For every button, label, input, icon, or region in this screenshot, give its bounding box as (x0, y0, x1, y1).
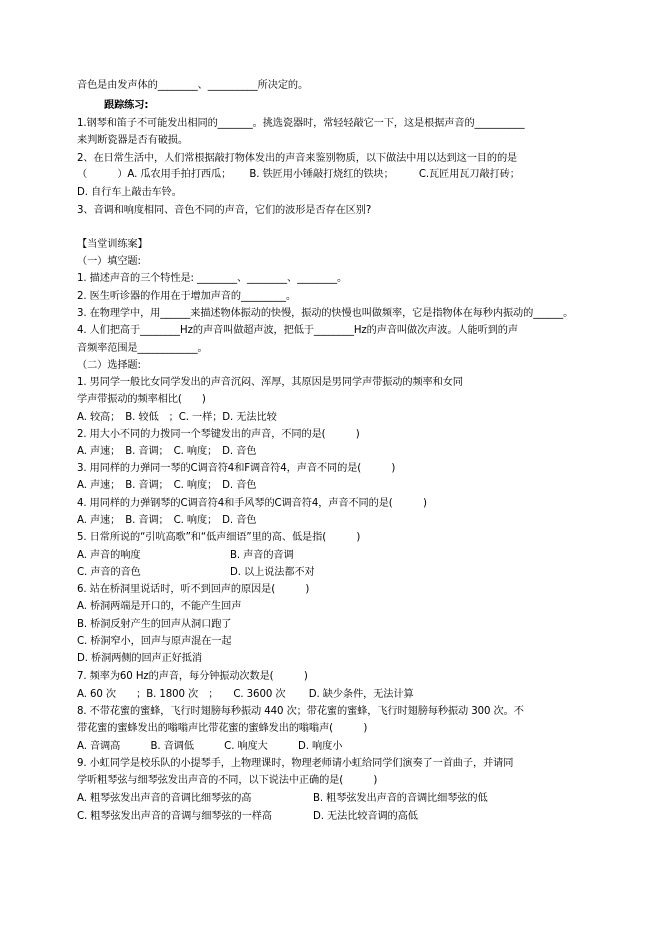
q4-stem: 4. 用同样的力弹钢琴的C调音符4和手风琴的C调音符4，声音不同的是( ) (77, 498, 427, 509)
q6-option-b: B. 桥洞反射产生的回声从洞口跑了 (77, 619, 232, 630)
q5-option-a: A. 声音的响度 (77, 550, 141, 561)
q5-stem: 5. 日常所说的“引吭高歌”和“低声细语”里的高、低是指( ) (77, 532, 361, 543)
q7-stem: 7. 频率为60 Hz的声音，每分钟振动次数是( ) (77, 671, 308, 682)
q9-option-a: A. 粗琴弦发出声音的音调比细琴弦的高 (77, 793, 252, 804)
q6-option-a: A. 桥洞两端是开口的，不能产生回声 (77, 601, 242, 612)
practice-line-3: 2、在日常生活中，人们常根据敲打物体发出的声音来鉴别物质，以下做法中用以达到这一目的的是 (77, 153, 518, 164)
q8-stem-1: 8. 不带花蜜的蜜蜂，飞行时翅膀每秒振动 440 次；带花蜜的蜜蜂，飞行时翅膀每秒振动 300 次。不 (77, 706, 524, 717)
fill-item-1: 1. 描述声音的三个特性是: ________、________、________。 (77, 273, 348, 284)
q1-stem-2: 学声带振动的频率相比( ) (77, 394, 206, 405)
practice-line-2: 来判断瓷器是否有破损。 (77, 135, 188, 146)
q8-stem-2: 带花蜜的蜜蜂发出的嗡嗡声比带花蜜的蜜蜂发出的嗡嗡声( ) (77, 723, 368, 734)
choice-heading: （二）选择题: (77, 360, 141, 371)
q5-option-d: D. 以上说法都不对 (230, 567, 315, 578)
practice-heading: 跟踪练习: (104, 100, 149, 111)
fill-item-5: 音频率范围是____________。 (77, 343, 208, 354)
q7-options: A. 60 次 ；B. 1800 次 ； C. 3600 次 D. 缺少条件，无法计算 (77, 689, 414, 700)
q6-stem: 6. 站在桥洞里说话时，听不到回声的原因是( ) (77, 584, 310, 595)
q5-option-c: C. 声音的音色 (77, 567, 141, 578)
practice-line-5: D. 自行车上敲击车铃。 (77, 187, 182, 198)
q9-option-d: D. 无法比较音调的高低 (313, 811, 418, 822)
q5-option-b: B. 声音的音调 (230, 550, 294, 561)
q9-option-b: B. 粗琴弦发出声音的音调比细琴弦的低 (313, 793, 488, 804)
q2-options: A. 声速； B. 音调； C. 响度； D. 音色 (77, 446, 257, 457)
q6-option-d: D. 桥洞两侧的回声正好抵消 (77, 653, 202, 664)
practice-line-1: 1.钢琴和笛子不可能发出相同的_______。挑选瓷器时，常轻轻敲它一下，这是根据声音的__________ (77, 118, 525, 129)
q1-stem-1: 1. 男同学一般比女同学发出的声音沉闷、浑厚，其原因是男同学声带振动的频率和女同 (77, 377, 463, 388)
q2-stem: 2. 用大小不同的力拨同一个琴键发出的声音，不同的是( ) (77, 429, 360, 440)
q3-options: A. 声速； B. 音调； C. 响度； D. 音色 (77, 480, 257, 491)
q9-option-c: C. 粗琴弦发出声音的音调与细琴弦的一样高 (77, 811, 272, 822)
fill-item-3: 3. 在物理学中，用______来描述物体振动的快慢，振动的快慢也叫做频率，它是指物体在每秒内振动的______。 (77, 308, 574, 319)
fill-heading: （一）填空题: (77, 256, 141, 267)
fill-item-2: 2. 医生听诊器的作用在于增加声音的_________。 (77, 291, 297, 302)
q1-options: A. 较高； B. 较低 ；C. 一样；D. 无法比较 (77, 412, 277, 423)
q4-options: A. 声速； B. 音调； C. 响度； D. 音色 (77, 515, 257, 526)
q3-stem: 3. 用同样的力弹同一琴的C调音符4和F调音符4，声音不同的是( ) (77, 463, 396, 474)
classroom-heading: 【当堂训练案】 (77, 239, 148, 250)
timbre-sentence: 音色是由发声体的________、__________所决定的。 (77, 80, 309, 91)
q6-option-c: C. 桥洞窄小，回声与原声混在一起 (77, 636, 232, 647)
q8-options: A. 音调高 B. 音调低 C. 响度大 D. 响度小 (77, 741, 343, 752)
practice-line-6: 3、音调和响度相同、音色不同的声音，它们的波形是否存在区别? (77, 205, 372, 216)
q9-stem-1: 9. 小虹同学是校乐队的小提琴手，上物理课时，物理老师请小虹给同学们演奏了一首曲子，并请同 (77, 758, 514, 769)
fill-item-4: 4. 人们把高于________Hz的声音叫做超声波，把低于________Hz的声音叫做次声波。人能听到的声 (77, 325, 518, 336)
practice-line-4: （ ）A. 瓜农用手拍打西瓜； B. 铁匠用小锤敲打烧红的铁块； C.瓦匠用瓦刀敲打砖； (77, 169, 520, 180)
q9-stem-2: 学听粗琴弦与细琴弦发出声音的不同，以下说法中正确的是( ) (77, 775, 378, 786)
